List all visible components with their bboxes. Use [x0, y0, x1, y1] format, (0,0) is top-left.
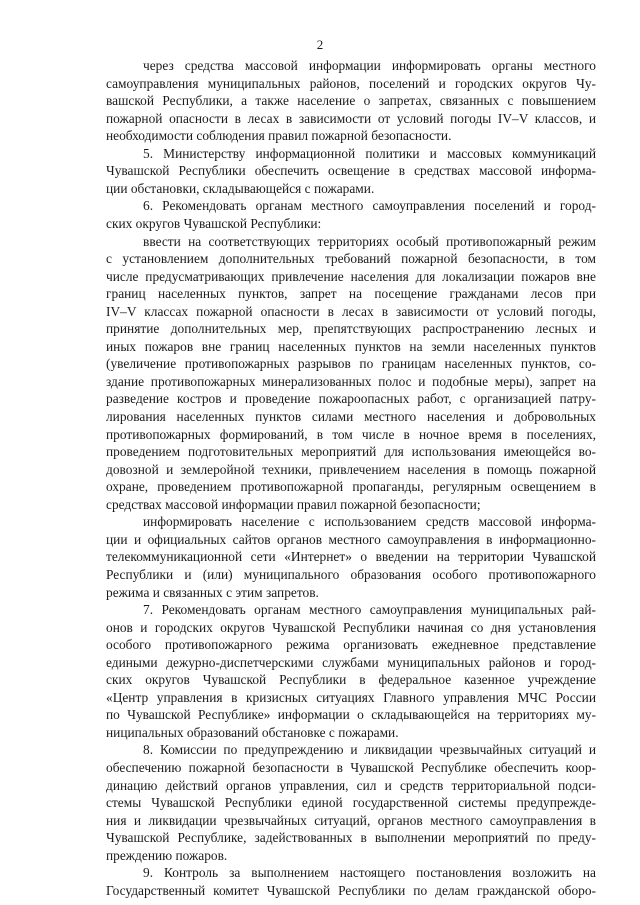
text-line: Республики и (или) муниципального образования особого противопожарного [106, 566, 596, 582]
text-line: ции обстановки, складывающейся с пожарами. [106, 180, 375, 196]
text-line: пожарной опасности в лесах в зависимости от условий погоды IV–V классов, и [106, 110, 596, 126]
text-line: разведение костров и проведение пожароопасных работ, с организацией патру- [106, 391, 596, 407]
text-line: онов и городских округов Чувашской Республики начиная со дня установления [106, 619, 596, 635]
text-line: ции и официальных сайтов органов местного самоуправления в информационно- [106, 531, 596, 547]
text-line: ских округов Чувашской Республики в федеральное казенное учреждение [106, 672, 596, 688]
text-line: принятие дополнительных мер, препятствующих распространению лесных и [106, 321, 596, 337]
text-line: самоуправления муниципальных районов, поселений и городских округов Чу- [106, 75, 596, 91]
text-line: едиными дежурно-диспетчерскими службами муниципальных районов и город- [106, 654, 596, 670]
text-line: иных пожаров вне границ населенных пунктов на земли населенных пунктов [106, 338, 596, 354]
text-line: средствах массовой информации правил пожарной безопасности; [106, 496, 481, 512]
text-line: стемы Чувашской Республики единой государственной системы предупрежде- [106, 795, 596, 811]
text-line: IV–V классах пожарной опасности в лесах в зависимости от условий погоды, [106, 303, 596, 319]
text-line: здание противопожарных минерализованных полос и подобные меры), запрет на [106, 373, 596, 389]
text-line: противопожарных формирований, в том числе в ночное время в поселениях, [106, 426, 596, 442]
text-line: 7. Рекомендовать органам местного самоуправления муниципальных рай- [143, 602, 596, 618]
text-line: границ населенных пунктов, запрет на посещение гражданами лесов при [106, 286, 596, 302]
text-line: довозной и землеройной техники, привлечением населения в помощь пожарной [106, 461, 596, 477]
text-line: особого противопожарного режима организовать ежедневное представление [106, 637, 596, 653]
text-line: с установлением дополнительных требований пожарной безопасности, в том [106, 251, 596, 267]
text-line: 8. Комиссии по предупреждению и ликвидации чрезвычайных ситуаций и [143, 742, 596, 758]
text-line: динацию действий органов управления, сил и средств территориальной подси- [106, 777, 596, 793]
text-line: информировать население с использованием средств массовой информа- [143, 514, 596, 530]
text-line: режима и связанных с этим запретов. [106, 584, 319, 600]
text-line: числе предусматривающих привлечение населения для локализации пожаров вне [106, 268, 596, 284]
text-line: (увеличение противопожарных разрывов по границам населенных пунктов, со- [106, 356, 596, 372]
text-line: ния и ликвидации чрезвычайных ситуаций, органов местного самоуправления в [106, 812, 596, 828]
text-line: 5. Министерству информационной политики и массовых коммуникаций [143, 145, 596, 161]
text-line: «Центр управления в кризисных ситуациях Главного управления МЧС России [106, 689, 596, 705]
text-line: по Чувашской Республике» информации о складывающейся на территориях му- [106, 707, 596, 723]
text-line: телекоммуникационной сети «Интернет» о введении на территории Чувашской [106, 549, 596, 565]
text-line: 9. Контроль за выполнением настоящего постановления возложить на [143, 865, 596, 881]
page-number: 2 [316, 37, 324, 52]
text-line: Государственный комитет Чувашской Республики по делам гражданской оборо- [106, 882, 596, 898]
text-line: ниципальных образований обстановке с пожарами. [106, 724, 399, 740]
text-line: ских округов Чувашской Республики: [106, 215, 322, 231]
text-line: проведением подготовительных мероприятий для использования имеющейся во- [106, 444, 596, 460]
text-line: Чувашской Республике, задействованных в выполнении мероприятий по преду- [106, 830, 596, 846]
text-line: необходимости соблюдения правил пожарной безопасности. [106, 128, 452, 144]
text-line: охране, проведением противопожарной пропаганды, регулярным освещением в [106, 479, 596, 495]
text-line: Чувашской Республики обеспечить освещение в средствах массовой информа- [106, 163, 596, 179]
text-line: лирования населенных пунктов силами местного населения и добровольных [106, 409, 596, 424]
text-line: преждению пожаров. [106, 847, 228, 863]
text-line: через средства массовой информации информировать органы местного [143, 58, 596, 73]
text-line: вашской Республики, а также население о запретах, связанных с повышением [106, 93, 596, 109]
text-line: ввести на соответствующих территориях особый противопожарный режим [143, 233, 596, 249]
text-line: 6. Рекомендовать органам местного самоуправления поселений и город- [143, 198, 596, 214]
text-line: обеспечению пожарной безопасности в Чувашской Республике обеспечить коор- [106, 760, 596, 775]
